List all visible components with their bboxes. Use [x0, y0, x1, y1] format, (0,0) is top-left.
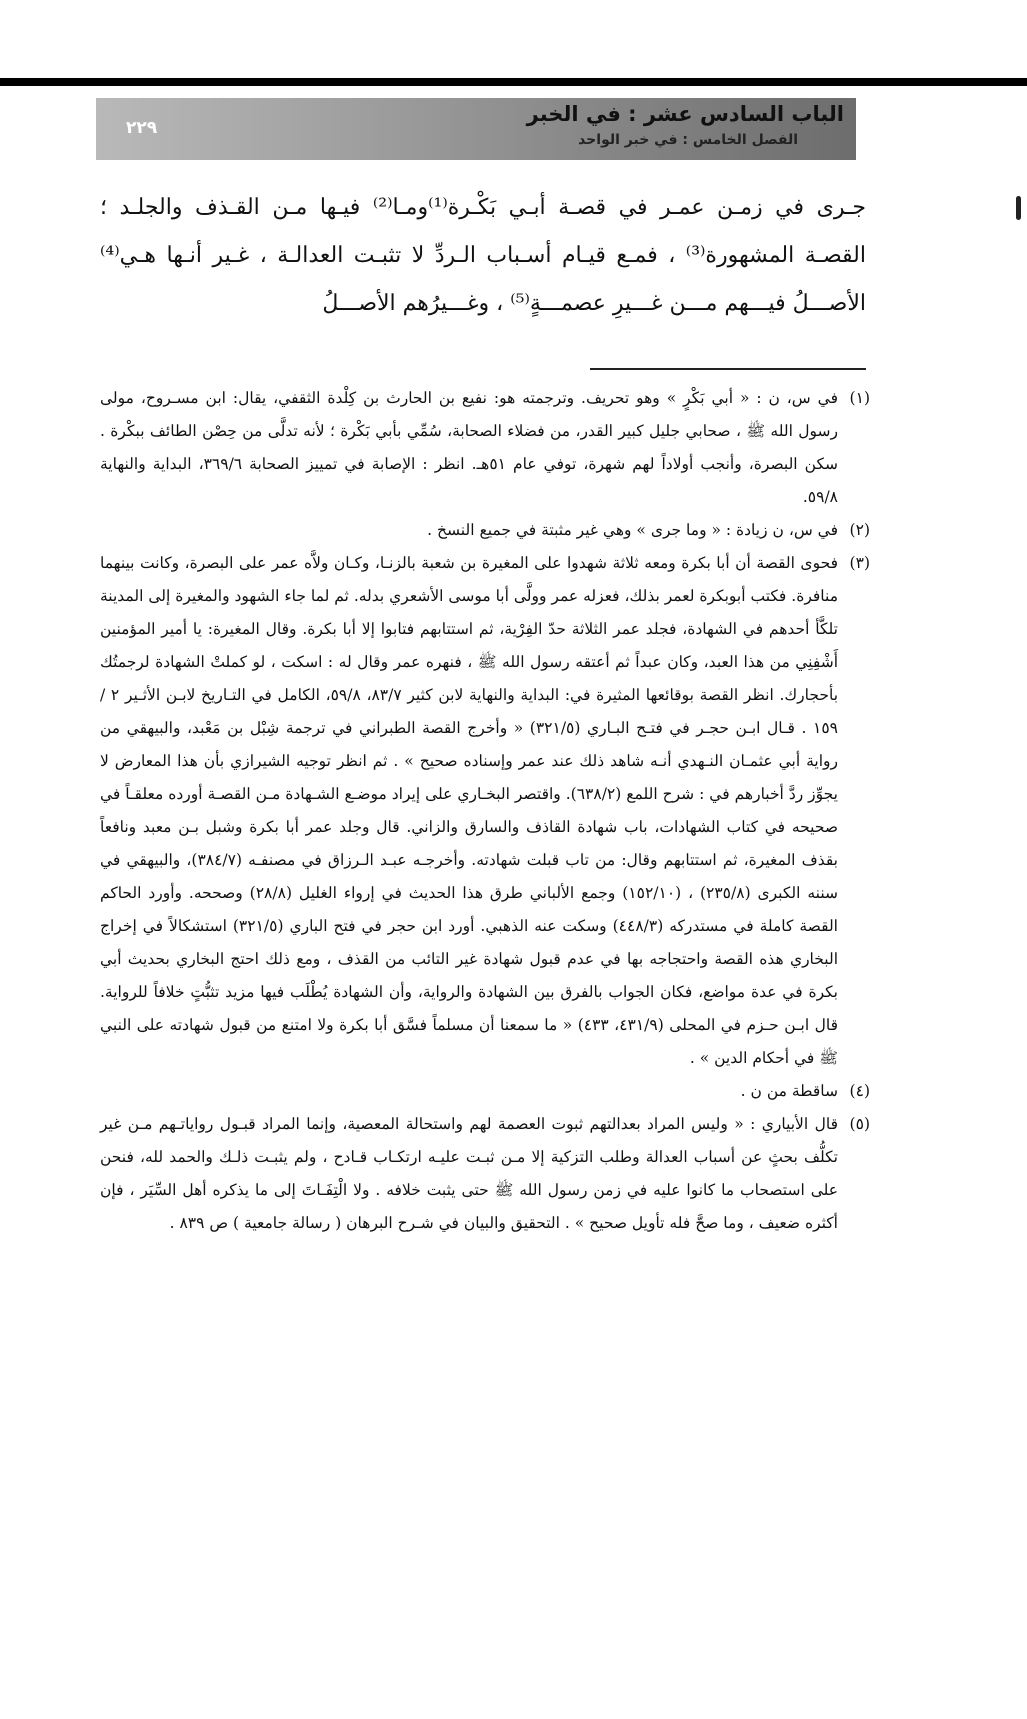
footnote-number: (١) [849, 389, 870, 407]
page-number: ٢٢٩ [126, 118, 158, 138]
footnote-number: (٥) [849, 1115, 870, 1133]
footnote-text: في س، ن : « أبي بَكْرٍ » وهو تحريف. وترجمته هو: نفيع بن الحارث بن كِلْدة الثقفي، يقال: ابن مسـروح، مولى رسول الله ﷺ ، صحابي جليل كبير القدر، من فضلاء الصحابة، سُمِّي بأبي بَكْرة ؛ لأنه تدلَّى من حِصْن الطائف ببكْرة . سكن البصرة، وأنجب أولاداً لهم شهرة، توفي عام ٥١هـ. انظر : الإصابة في تمييز الصحابة ٣٦٩/٦، البداية والنهاية ٥٩/٨. [100, 389, 839, 506]
chapter-title: الباب السادس عشر : في الخبر [526, 102, 844, 126]
footnote-text: فحوى القصة أن أبا بكرة ومعه ثلاثة شهدوا على المغيرة بن شعبة بالزنـا، وكـان ولاَّه عمر على البصرة، وكانت بينهما منافرة. فكتب أبوبكرة لعمر بذلك، فعزله عمر وولَّى أبا موسى الأشعري بدله. ثم لما جاء الشهود والمغيرة إلى المدينة تلكَّأ أحدهم في الشهادة، فجلد عمر الثلاثة حدّ الفِرْية، ثم استتابهم فتابوا إلا أبا بكرة. وقال المغيرة: يا أمير المؤمنين أَشْفِنِي من هذا العبد، وكان عبداً ثم أعتقه رسول الله ﷺ ، فنهره عمر وقال له : اسكت ، لو كملتْ الشهادة لرجمتُك بأحجارك. انظر القصة بوقائعها المثيرة في: البداية والنهاية لابن كثير ٨٣/٧، ٥٩/٨، الكامل في التـاريخ لابـن الأثـير ٢ / ١٥٩ . قـال ابـن حجـر في فتـح البـاري (٣٢١/٥) « وأخرج القصة الطبراني في ترجمة شِبْل بن مَعْبد، والبيهقي من رواية أبي عثمـان النـهدي أنـه شاهد ذلك عند عمر وإسناده صحيح » . ثم انظر توجيه الشيرازي بأن هذا المعارض لا يجوِّز ردَّ أخبارهم في : شرح اللمع (٦٣٨/٢). واقتصر البخـاري على إيراد موضـع الشـهادة مـن القصـة أورده معلقـاً في صحيحه في كتاب الشهادات، باب شهادة القاذف والسارق والزاني. قال وجلد عمر أبا بكرة وشبل بـن معبد ونافعاً بقذف المغيرة، ثم استتابهم وقال: من تاب قبلت شهادته. وأخرجـه عبـد الـرزاق في مصنفـه (٣٨٤/٧)، والبيهقي في سننه الكبرى (٢٣٥/٨) ، (١٥٢/١٠) وجمع الألباني طرق هذا الحديث في إرواء الغليل (٢٨/٨) وصححه. وأورد الحاكم القصة كاملة في مستدركه (٤٤٨/٣) وسكت عنه الذهبي. أورد ابن حجر في فتح الباري (٣٢١/٥) استشكالاً في إخراج البخاري هذه القصة واحتجاجه بها في عدم قبول شهادة غير التائب من القذف ، ومع ذلك احتج البخاري بحديث أبي بكرة في عدة مواضع، فكان الجواب بالفرق بين الشهادة والرواية، وأن الشهادة يُطْلَب فيها مزيد تثبُّتٍ خلافاً للرواية. قال ابـن حـزم في المحلى (٤٣١/٩، ٤٣٣) « ما سمعنا أن مسلماً فسَّق أبا بكرة ولا امتنع من قبول شهادته على النبي ﷺ في أحكام الدين » . [100, 554, 839, 1067]
main-body-text [100, 184, 866, 328]
footnote-number: (٤) [849, 1082, 870, 1100]
footnote-number: (٢) [849, 521, 870, 539]
footnote-3 [100, 547, 870, 1075]
running-header [96, 98, 856, 160]
top-rule [0, 78, 1027, 86]
body-paragraph: جـرى في زمـن عمـر في قصـة أبـي بَكْـرة⁽¹⁾ومـا⁽²⁾ فيـها مـن القـذف والجلـد ؛ القصـة المشهورة⁽³⁾ ، فمـع قيـام أسـباب الـردِّ لا تثبـت العدالـة ، غـير أنـها هـي⁽⁴⁾ الأصـــلُ فيـــهم مـــن غـــيرِ عصمـــةٍ⁽⁵⁾ ، وغـــيرُهم الأصـــلُ [100, 195, 866, 316]
footnote-number: (٣) [849, 554, 870, 572]
footnote-4 [100, 1075, 870, 1108]
edge-mark [1016, 196, 1021, 220]
footnote-text: في س، ن زيادة : « وما جرى » وهي غير مثبتة في جميع النسخ . [427, 521, 838, 539]
footnote-1 [100, 382, 870, 514]
footnote-2 [100, 514, 870, 547]
footnote-5 [100, 1108, 870, 1240]
footnote-text: ساقطة من ن . [740, 1082, 838, 1100]
footnote-text: قال الأبياري : « وليس المراد بعدالتهم ثبوت العصمة لهم واستحالة المعصية، وإنما المراد قبـول رواياتـهم مـن غير تكلُّف بحثٍ عن أسباب العدالة وطلب التزكية إلا مـن ثبـت عليـه ارتكـاب قـادح ، ولم يثبـت ذلـك والحمد لله، فنحن على استصحاب ما كانوا عليه في زمن رسول الله ﷺ حتى يثبت خلافه . ولا الْتِفَـاتَ إلى ما يذكره أهل السِّيَر ، فإن أكثره ضعيف ، وما صحَّ فله تأويل صحيح » . التحقيق والبيان في شـرح البرهان ( رسالة جامعية ) ص ٨٣٩ . [100, 1115, 838, 1232]
footnote-separator [590, 368, 866, 370]
footnotes [100, 382, 870, 1240]
section-title: الفصل الخامس : في خبر الواحد [578, 132, 798, 148]
